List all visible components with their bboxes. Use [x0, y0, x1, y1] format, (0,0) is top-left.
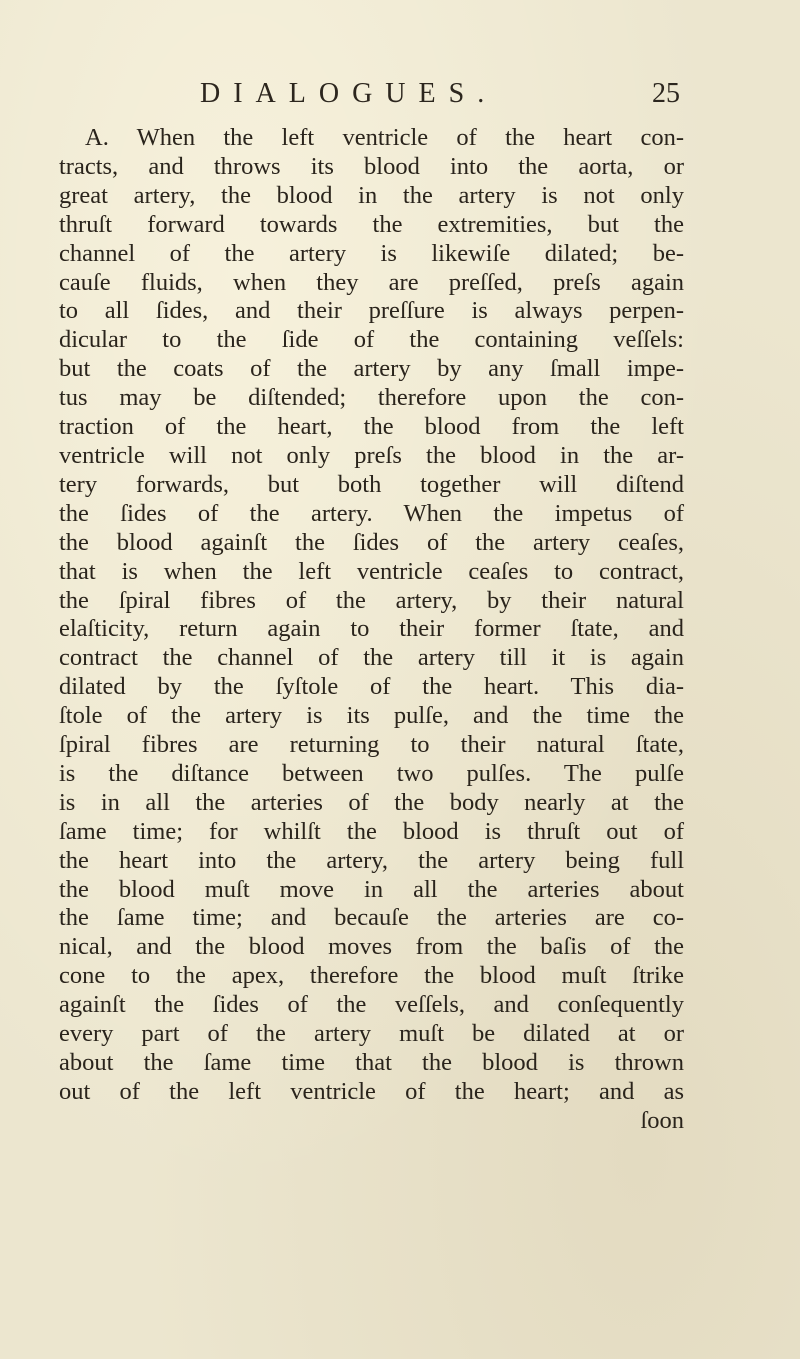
text-line: dicular to the ſide of the containing veſſels:: [59, 326, 684, 354]
text-line: againſt the ſides of the veſſels, and conſequently: [59, 991, 684, 1019]
text-line: the ſides of the artery. When the impetus of: [59, 499, 684, 527]
text-line: is the diſtance between two pulſes. The pulſe: [59, 759, 684, 787]
running-title: DIALOGUES.: [200, 78, 498, 109]
text-line: the blood againſt the ſides of the artery ceaſes,: [59, 528, 684, 556]
text-line: the blood muſt move in all the arteries about: [59, 875, 684, 903]
text-line: tracts, and throws its blood into the aorta, or: [59, 152, 684, 180]
text-line: the heart into the artery, the artery being full: [59, 846, 684, 874]
body-text: [59, 124, 684, 1136]
text-line: channel of the artery is likewiſe dilated; be-: [59, 239, 684, 267]
text-line: about the ſame time that the blood is thrown: [59, 1049, 684, 1076]
text-line: cone to the apex, therefore the blood muſt ſtrike: [59, 962, 684, 990]
text-line: A. When the left ventricle of the heart con-: [85, 124, 684, 151]
text-line: but the coats of the artery by any ſmall impe-: [59, 355, 684, 383]
text-line: the ſame time; and becauſe the arteries are co-: [59, 904, 684, 932]
page-number: 25: [652, 78, 680, 109]
text-line: contract the channel of the artery till it is again: [59, 644, 684, 672]
text-line: is in all the arteries of the body nearly at the: [59, 788, 684, 816]
text-line: nical, and the blood moves from the baſis of the: [59, 933, 684, 961]
text-line: cauſe fluids, when they are preſſed, preſs again: [59, 268, 684, 296]
text-line: ſame time; for whilſt the blood is thruſt out of: [59, 817, 684, 845]
text-line: tery forwards, but both together will diſtend: [59, 470, 684, 498]
text-line: that is when the left ventricle ceaſes to contract,: [59, 557, 684, 585]
text-line: out of the left ventricle of the heart; and as: [59, 1077, 684, 1105]
text-line: to all ſides, and their preſſure is always perpen-: [59, 297, 684, 325]
text-line: ventricle will not only preſs the blood in the ar-: [59, 441, 684, 469]
text-line: ſpiral fibres are returning to their natural ſtate,: [59, 731, 684, 759]
text-line: dilated by the ſyſtole of the heart. This dia-: [59, 673, 684, 701]
text-line: great artery, the blood in the artery is not only: [59, 181, 684, 209]
text-line: the ſpiral fibres of the artery, by their natural: [59, 586, 684, 614]
text-line: elaſticity, return again to their former ſtate, and: [59, 615, 684, 643]
catchword: ſoon: [640, 1106, 684, 1134]
text-line: thruſt forward towards the extremities, but the: [59, 210, 684, 238]
text-line: traction of the heart, the blood from the left: [59, 413, 684, 441]
text-line: tus may be diſtended; therefore upon the con-: [59, 384, 684, 412]
text-line: every part of the artery muſt be dilated at or: [59, 1020, 684, 1048]
text-line: ſtole of the artery is its pulſe, and the time the: [59, 702, 684, 730]
